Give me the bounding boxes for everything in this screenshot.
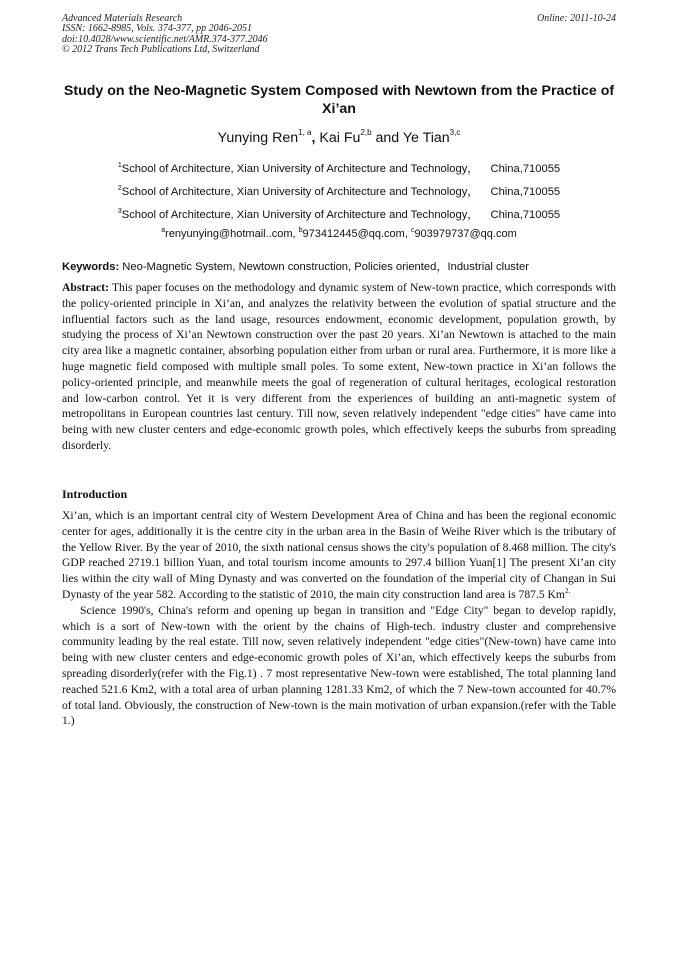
author-separator: and — [371, 130, 403, 146]
publication-info — [62, 14, 268, 56]
affiliation-1 — [62, 160, 616, 176]
email-mark: c — [410, 227, 415, 234]
abstract — [62, 280, 616, 454]
copyright-line: © 2012 Trans Tech Publications Ltd, Switzerland — [62, 44, 260, 56]
author-name: Kai Fu — [319, 130, 361, 146]
author-list — [62, 130, 616, 146]
affiliation-number: 1 — [117, 162, 122, 169]
author-separator: , — [311, 130, 320, 146]
affiliation-2 — [62, 183, 616, 199]
paper-title: Study on the Neo-Magnetic System Composed with Newtown from the Practice of Xi’an — [63, 83, 615, 117]
superscript: 2. — [564, 586, 571, 595]
affiliation-place: China,710055 — [490, 186, 561, 198]
affiliation-place: China,710055 — [490, 209, 561, 221]
issn-line: ISSN: 1662-8985, Vols. 374-377, pp 2046-2051 — [62, 23, 252, 35]
affiliation-number: 3 — [117, 208, 122, 215]
author-affiliation-mark: 2,b — [360, 128, 372, 137]
affiliation-text: School of Architecture, Xian University of Architecture and Technology， — [121, 186, 479, 198]
email-address: 973412445@qq.com, — [302, 228, 411, 240]
keywords-text: Neo-Magnetic System, Newtown construction, Policies oriented，Industrial cluster — [119, 261, 529, 273]
email-list — [62, 228, 616, 240]
affiliation-3 — [62, 206, 616, 222]
affiliation-text: School of Architecture, Xian University of Architecture and Technology， — [121, 209, 479, 221]
author-name: Yunying Ren — [217, 130, 299, 146]
email-address: 903979737@qq.com — [414, 228, 517, 240]
doi-line: doi:10.4028/www.scientific.net/AMR.374-377.2046 — [62, 33, 268, 45]
online-date: Online: 2011-10-24 — [537, 13, 616, 24]
affiliation-text: School of Architecture, Xian University of Architecture and Technology， — [121, 163, 479, 175]
section-heading-introduction: Introduction — [62, 487, 128, 501]
email-address: renyunying@hotmail..com, — [165, 228, 299, 240]
affiliation-place: China,710055 — [490, 163, 561, 175]
abstract-text: This paper focuses on the methodology and dynamic system of New-town practice, which corresponds with the policy-oriented principle in Xi’an, and analyzes the relativity between the evolution of spatial structure and the influential factors such as the land usage, resources endowment, economic development, population growth, by studying the process of Xi’an Newtown construction over the past 20 years. Xi’an Newtown is attached to the main city area like a magnetic container, absorbing population either from urban or rural area. Furthermore, it is more like a huge magnetic field composed with multiple small poles. To some extent, New-town practice in Xi’an follows the policy-oriented principle, and meanwhile meets the goal of regeneration of cultural heritages, ecological restoration and low-carbon control. Yet it is very different from the experiences of building an anti-magnetic system of metropolitans in European countries last century. Till now, seven relatively independent "edge cities" have came into being with new cluster centers and edge-economic growth poles, which effectively keeps the suburbs from spreading disorderly. — [62, 281, 616, 452]
abstract-label: Abstract: — [62, 281, 110, 294]
keywords — [62, 258, 622, 274]
journal-name: Advanced Materials Research — [62, 13, 183, 24]
email-mark: a — [161, 227, 166, 234]
paragraph: Science 1990's, China's reform and opening up began in transition and "Edge City" began to develop rapidly, which is a sort of New-town with the orient by the chains of High-tech. industry cluster and comprehensive community leading by the real estate. Till now, seven relatively independent "edge cities"(New-town) have came into being with new cluster centers and edge-economic growth poles of Xi’an, which effectively keeps the suburbs from spreading disorderly(refer with the Fig.1) . 7 most representative New-town were established, The total planning land reached 521.6 Km2, with a total area of urban planning 1281.33 Km2, of which the 7 New-town accounted for 40.7% of total land. Obviously, the construction of New-town is the main motivation of urban expansion.(refer with the Table 1.) — [62, 603, 616, 728]
email-mark: b — [298, 227, 303, 234]
author-affiliation-mark: 3,c — [449, 128, 461, 137]
affiliation-number: 2 — [117, 185, 122, 192]
author-affiliation-mark: 1, a — [298, 128, 312, 137]
paragraph-text: Xi’an, which is an important central city of Western Development Area of China and has been the regional economic center for ages, additionally it is the centre city in the urban area in the Basin of Weihe River which is the tributary of the Yellow River. By the year of 2010, the sixth national census shows the city's population of 8.468 million. The city's GDP reached 2719.1 billion Yuan, and total tourism income amounts to 297.4 billion Yuan[1] The present Xi’an city lies within the city wall of Ming Dynasty and was converted on the foundation of the imperial city of Changan in Sui Dynasty of the year 582. According to the statistic of 2010, the main city construction land area is 787.5 Km — [62, 509, 616, 601]
paragraph — [62, 508, 616, 603]
author-name: Ye Tian — [402, 130, 450, 146]
introduction-body — [62, 508, 616, 729]
keywords-label: Keywords: — [62, 261, 120, 273]
